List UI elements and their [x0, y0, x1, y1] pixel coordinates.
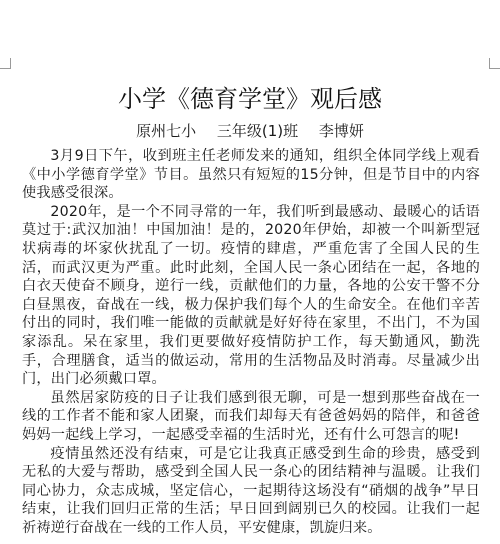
byline-grade: 三年级(1)班: [216, 122, 299, 140]
paragraph-4: 疫情虽然还没有结束，可是它让我真正感受到生命的珍贵，感受到无私的大爱与帮助，感受到全国人民一条心的团结精神与温暖。让我们同心协力，众志成城，坚定信心，一起期待这场没有“硝烟的战争”早日结束，让我们回归正常的生活；早日回到阔别已久的校园。让我们一起祈祷逆行奋战在一线的工作人员，平安健康，凯旋归来。: [22, 445, 480, 536]
byline: [0, 121, 500, 141]
byline-school: 原州七小: [136, 122, 197, 140]
page-title: 小学《德育学堂》观后感: [118, 85, 382, 113]
paragraph-1: 3月9日下午，收到班主任老师发来的通知，组织全体同学线上观看《中小学德育学堂》节目。虽然只有短短的15分钟，但是节目中的内容使我感受很深。: [22, 148, 480, 202]
paragraph-2: 2020年，是一个不同寻常的一年，我们听到最感动、最暖心的话语莫过于:武汉加油！中国加油！是的，2020年伊始，却被一个叫新型冠状病毒的坏家伙扰乱了一切。疫情的肆虐，严重危害了全国人民的生活，而武汉更为严重。此时此刻，全国人民一条心团结在一起，各地的白衣天使奋不顾身，逆行一线，贡献他们的力量，各地的公安干警不分白昼黑夜，奋战在一线，极力保护我们每个人的生命安全。在他们辛苦付出的同时，我们唯一能做的贡献就是好好待在家里，不出门，不为国家添乱。呆在家里，我们更要做好疫情防护工作，每天勤通风，勤洗手，合理膳食，适当的做运动，常用的生活物品及时消毒。尽量减少出门，出门必须戴口罩。: [22, 203, 480, 388]
essay-body: [22, 147, 480, 537]
crop-mark-top-right: [489, 58, 500, 69]
byline-author: 李博妍: [318, 122, 364, 140]
paragraph-3: 虽然居家防疫的日子让我们感到很无聊，可是一想到那些奋战在一线的工作者不能和家人团聚，而我们却每天有爸爸妈妈的陪伴，和爸爸妈妈一起线上学习，一起感受幸福的生活时光，还有什么可怨言的呢!: [22, 389, 480, 443]
crop-mark-top-left: [0, 58, 11, 69]
